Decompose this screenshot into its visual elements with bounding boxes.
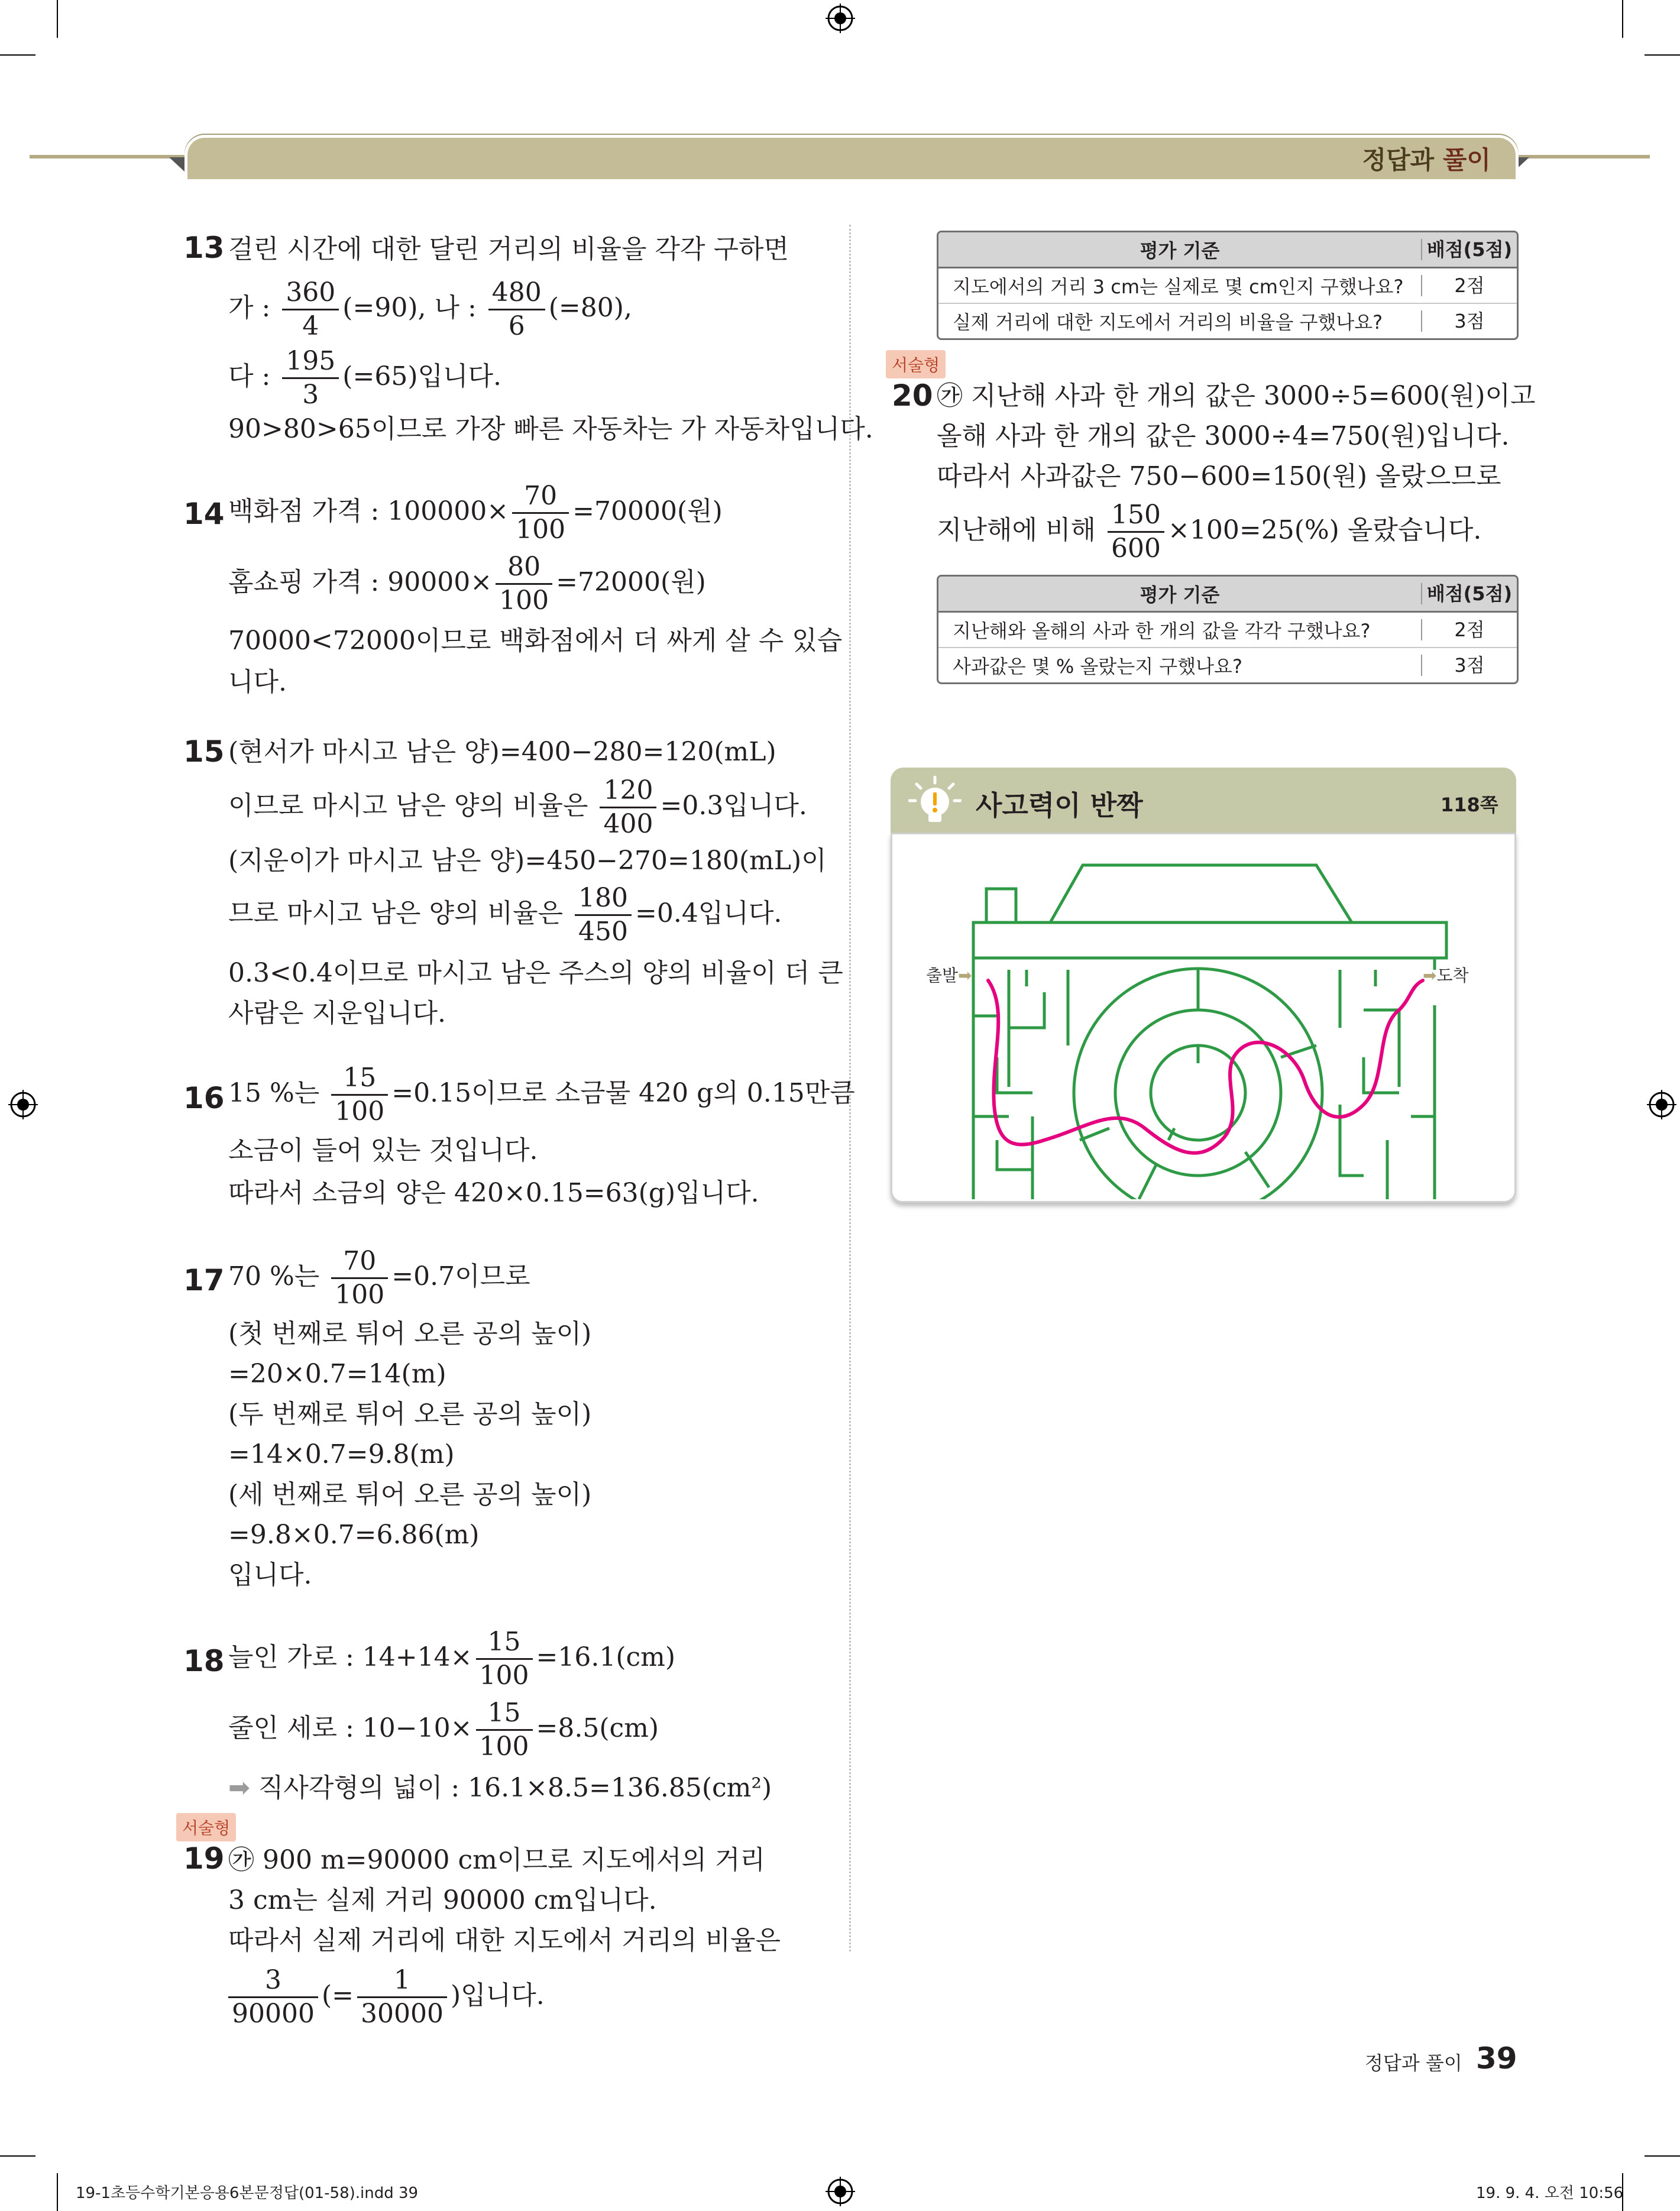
problem-line: 지난해에 비해 $\frac{150}{600}$ ×100=25(%) 올랐습니다. xyxy=(937,500,1482,564)
problem-number: 19 xyxy=(183,1841,225,1876)
table-header-criteria: 평가 기준 xyxy=(1140,239,1220,262)
crop-mark xyxy=(57,2173,58,2211)
problem-line: 15 %는 $\frac{15}{100}$ =0.15이므로 소금물 420 g의 0.15만큼 xyxy=(228,1063,855,1126)
fraction: $\frac{120}{400}$ xyxy=(600,775,656,840)
maze-end-label: ➡도착 xyxy=(1423,966,1469,985)
fraction: $\frac{180}{450}$ xyxy=(575,882,632,948)
table-row: 지도에서의 거리 3 cm는 실제로 몇 cm인지 구했나요? 2점 xyxy=(938,268,1517,304)
problem-number: 14 xyxy=(183,497,225,531)
problem-line: 올해 사과 한 개의 값은 3000÷4=750(원)입니다. xyxy=(937,421,1510,451)
problem-line: (세 번째로 튀어 오른 공의 높이) xyxy=(228,1480,592,1510)
scoring-table xyxy=(937,231,1519,340)
descriptive-badge: 서술형 xyxy=(176,1813,236,1841)
header-title-accent: 풀이 xyxy=(1442,145,1491,174)
thinking-box xyxy=(891,768,1516,1204)
problem-number: 17 xyxy=(183,1263,225,1297)
problem-line: 소금이 들어 있는 것입니다. xyxy=(228,1135,538,1166)
problem-line: (첫 번째로 튀어 오른 공의 높이) xyxy=(228,1319,592,1349)
problem-line: 늘인 가로 : 14+14× $\frac{15}{100}$ =16.1(cm) xyxy=(228,1627,676,1691)
problem-line: =20×0.7=14(m) xyxy=(228,1359,446,1389)
fraction: $\frac{15}{100}$ xyxy=(476,1626,533,1692)
registration-mark-icon xyxy=(826,4,855,33)
file-info: 19-1초등수학기본응용6본문정답(01-58).indd 39 xyxy=(76,2184,419,2202)
header-title xyxy=(1362,141,1491,176)
table-row: 지난해와 올해의 사과 한 개의 값을 각각 구했나요? 2점 xyxy=(938,613,1517,648)
problem-line: 3 cm는 실제 거리 90000 cm입니다. xyxy=(228,1885,657,1915)
fraction: $\frac{1}{30000}$ xyxy=(357,1964,447,2030)
lightbulb-icon xyxy=(908,776,962,827)
fraction: $\frac{360}{4}$ xyxy=(282,277,339,342)
fraction: $\frac{15}{100}$ xyxy=(476,1697,533,1763)
arrow-right-icon: ➡ xyxy=(228,1773,250,1803)
header-title-main: 정답과 xyxy=(1362,145,1443,174)
print-date: 19. 9. 4. 오전 10:56 xyxy=(1476,2184,1624,2202)
problem-line: 다 : $\frac{195}{3}$ (=65)입니다. xyxy=(228,346,501,410)
fraction: $\frac{195}{3}$ xyxy=(282,345,339,411)
table-row: 실제 거리에 대한 지도에서 거리의 비율을 구했나요? 3점 xyxy=(938,304,1517,338)
problem-line: =14×0.7=9.8(m) xyxy=(228,1439,455,1469)
problem-number: 16 xyxy=(183,1081,225,1115)
problem-line: (지운이가 마시고 남은 양)=450−270=180(mL)이 xyxy=(228,846,827,876)
fraction: $\frac{70}{100}$ xyxy=(331,1245,388,1311)
problem-line: 따라서 소금의 양은 420×0.15=63(g)입니다. xyxy=(228,1178,759,1208)
page-number: 39 xyxy=(1476,2041,1517,2076)
table-header-score: 배점(5점) xyxy=(1421,583,1517,604)
thinking-box-title: 사고력이 반짝 xyxy=(976,789,1143,821)
thinking-box-page-ref: 118쪽 xyxy=(1441,794,1498,816)
problem-line: ㉮ 지난해 사과 한 개의 값은 3000÷5=600(원)이고 xyxy=(937,381,1536,411)
crop-mark xyxy=(1645,2155,1680,2157)
problem-line: 므로 마시고 남은 양의 비율은 $\frac{180}{450}$ =0.4입니다. xyxy=(228,883,782,947)
problem-line: ➡ 직사각형의 넓이 : 16.1×8.5=136.85(cm²) xyxy=(228,1773,772,1803)
fraction: $\frac{15}{100}$ xyxy=(331,1062,388,1128)
problem-number: 13 xyxy=(183,231,225,265)
problem-line: 니다. xyxy=(228,667,287,697)
fraction: $\frac{70}{100}$ xyxy=(512,480,569,546)
fraction: $\frac{3}{90000}$ xyxy=(228,1964,318,2030)
table-header xyxy=(938,232,1517,268)
maze-start-label: 출발➡ xyxy=(926,966,972,985)
problem-line: 가 : $\frac{360}{4}$ (=90), 나 : $\frac{480}{6}$ (=80), xyxy=(228,277,632,341)
problem-line: (현서가 마시고 남은 양)=400−280=120(mL) xyxy=(228,737,776,767)
camera-maze-illustration xyxy=(891,833,1516,1199)
problem-line: (두 번째로 튀어 오른 공의 높이) xyxy=(228,1399,592,1429)
fraction: $\frac{480}{6}$ xyxy=(488,277,545,342)
problem-line: 홈쇼핑 가격 : 90000× $\frac{80}{100}$ =72000(원) xyxy=(228,552,706,616)
registration-mark-icon xyxy=(826,2177,855,2206)
problem-line: 백화점 가격 : 100000× $\frac{70}{100}$ =70000(원) xyxy=(228,481,723,545)
problem-line: ㉮ 900 m=90000 cm이므로 지도에서의 거리 xyxy=(228,1845,765,1875)
problem-number: 20 xyxy=(892,378,933,413)
table-row: 사과값은 몇 % 올랐는지 구했나요? 3점 xyxy=(938,648,1517,682)
problem-line: 줄인 세로 : 10−10× $\frac{15}{100}$ =8.5(cm) xyxy=(228,1698,659,1762)
problem-line: $\frac{3}{90000}$ (= $\frac{1}{30000}$ )입니다. xyxy=(225,1964,545,2030)
problem-line: 이므로 마시고 남은 양의 비율은 $\frac{120}{400}$ =0.3입니다. xyxy=(228,775,807,839)
problem-line: 70 %는 $\frac{70}{100}$ =0.7이므로 xyxy=(228,1246,530,1310)
problem-line: 따라서 사과값은 750−600=150(원) 올랐으므로 xyxy=(937,461,1501,491)
problem-number: 18 xyxy=(183,1644,225,1678)
crop-mark xyxy=(1622,0,1623,38)
crop-mark xyxy=(0,54,35,56)
table-header-score: 배점(5점) xyxy=(1421,239,1517,260)
fraction: $\frac{80}{100}$ xyxy=(496,551,552,617)
problem-line: 사람은 지운입니다. xyxy=(228,998,446,1028)
problem-line: 걸린 시간에 대한 달린 거리의 비율을 각각 구하면 xyxy=(228,234,789,264)
descriptive-badge: 서술형 xyxy=(886,350,946,378)
problem-line: 90>80>65이므로 가장 빠른 자동차는 가 자동차입니다. xyxy=(228,414,873,444)
footer-section: 정답과 풀이 xyxy=(1365,2052,1462,2074)
registration-mark-icon xyxy=(1647,1090,1676,1119)
problem-line: 0.3<0.4이므로 마시고 남은 주스의 양의 비율이 더 큰 xyxy=(228,958,843,988)
crop-mark xyxy=(1645,54,1680,56)
arrow-right-icon: ➡ xyxy=(1423,966,1437,985)
problem-number: 15 xyxy=(183,734,225,769)
header-left-triangle xyxy=(169,157,186,173)
problem-line: 따라서 실제 거리에 대한 지도에서 거리의 비율은 xyxy=(228,1925,781,1956)
problem-line: 70000<72000이므로 백화점에서 더 싸게 살 수 있습 xyxy=(228,626,843,656)
fraction: $\frac{150}{600}$ xyxy=(1108,499,1164,565)
crop-mark xyxy=(0,2155,35,2157)
registration-mark-icon xyxy=(8,1090,38,1119)
table-header-criteria: 평가 기준 xyxy=(1140,584,1220,606)
header-tab xyxy=(184,135,1519,179)
table-header xyxy=(938,577,1517,613)
arrow-right-icon: ➡ xyxy=(958,966,972,985)
crop-mark xyxy=(57,0,58,38)
problem-line: =9.8×0.7=6.86(m) xyxy=(228,1520,480,1550)
scoring-table xyxy=(937,575,1519,684)
problem-line: 입니다. xyxy=(228,1560,312,1590)
